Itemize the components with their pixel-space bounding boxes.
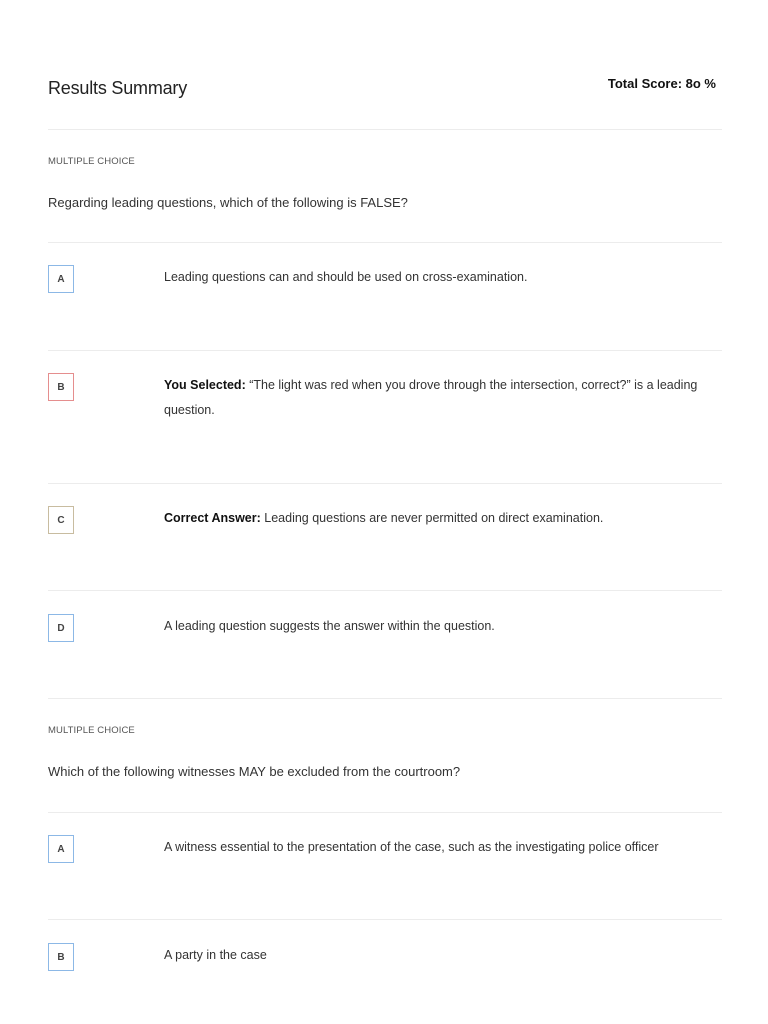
- option-letter-box[interactable]: B: [48, 943, 74, 971]
- question-type-label: MULTIPLE CHOICE: [48, 156, 135, 167]
- divider: [48, 590, 722, 591]
- option-body: A party in the case: [164, 948, 267, 962]
- results-header: [48, 76, 720, 106]
- divider: [48, 129, 722, 130]
- option-letter-box-correct[interactable]: C: [48, 506, 74, 534]
- option-body: Leading questions can and should be used on cross-examination.: [164, 270, 528, 284]
- divider: [48, 242, 722, 243]
- option-letter-box[interactable]: D: [48, 614, 74, 642]
- divider: [48, 698, 722, 699]
- option-text: [164, 943, 709, 968]
- option-text: [164, 506, 709, 531]
- correct-answer-label: Correct Answer:: [164, 511, 261, 525]
- total-score: Total Score: 8o %: [607, 76, 716, 91]
- question-text: Which of the following witnesses MAY be excluded from the courtroom?: [48, 764, 461, 779]
- divider: [48, 812, 722, 813]
- option-letter-box-selected[interactable]: B: [48, 373, 74, 401]
- option-text: [164, 835, 709, 860]
- option-body: “The light was red when you drove through the intersection, correct?” is a leading question.: [164, 378, 698, 417]
- option-letter-box[interactable]: A: [48, 835, 74, 863]
- option-body: A leading question suggests the answer within the question.: [164, 619, 495, 633]
- option-body: A witness essential to the presentation of the case, such as the investigating police officer: [164, 840, 659, 854]
- page-title: Results Summary: [48, 78, 188, 98]
- question-text: Regarding leading questions, which of the following is FALSE?: [48, 195, 408, 210]
- option-text: [164, 373, 709, 423]
- option-text: [164, 265, 709, 290]
- divider: [48, 919, 722, 920]
- divider: [48, 483, 722, 484]
- option-letter-box[interactable]: A: [48, 265, 74, 293]
- question-type-label: MULTIPLE CHOICE: [48, 725, 135, 736]
- option-text: [164, 614, 709, 639]
- you-selected-label: You Selected:: [164, 378, 246, 392]
- divider: [48, 350, 722, 351]
- option-body: Leading questions are never permitted on direct examination.: [260, 511, 604, 525]
